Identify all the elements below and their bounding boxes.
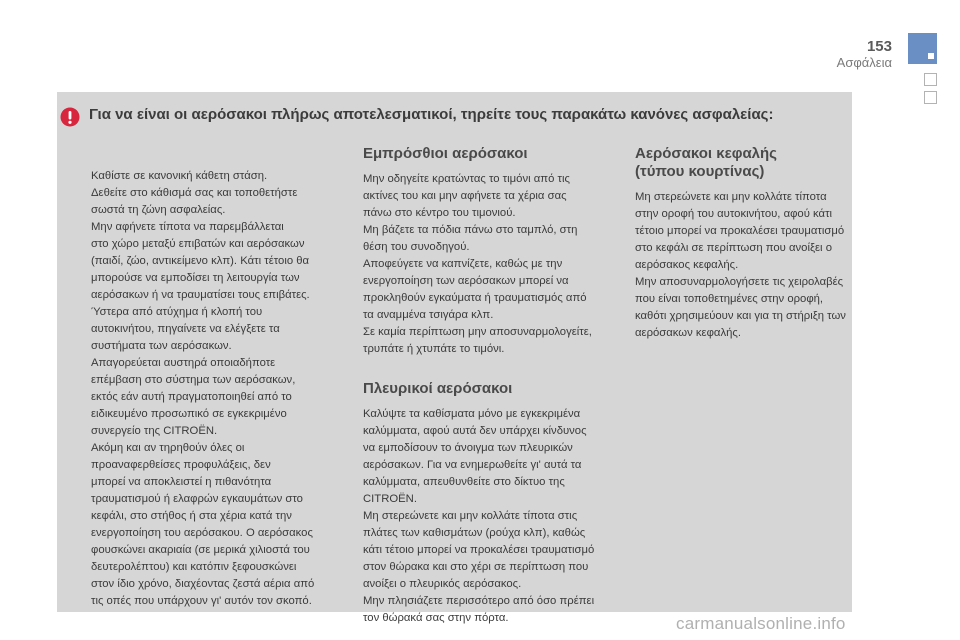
text-line: Μην πλησιάζετε περισσότερο από όσο πρέπει xyxy=(363,595,595,607)
section-tab[interactable] xyxy=(924,91,937,104)
curtain-airbags-text xyxy=(635,189,865,342)
text-line: τραυματισμού ή ελαφρών εγκαυμάτων στο xyxy=(91,493,303,505)
text-line: αερόσακων ή να τραυματίσει τους επιβάτες. xyxy=(91,289,310,301)
text-line: προκληθούν εγκαύματα ή τραυματισμός από xyxy=(363,292,587,304)
side-airbags-text xyxy=(363,406,623,627)
text-line: Μη στερεώνετε και μην κολλάτε τίποτα xyxy=(635,191,827,203)
text-line: ειδικευμένο προσωπικό σε εγκεκριμένο xyxy=(91,408,287,420)
curtain-airbags-column xyxy=(635,145,865,342)
text-line: καλύμματα, απευθυνθείτε στο δίκτυο της xyxy=(363,476,565,488)
warning-icon xyxy=(60,107,80,127)
text-line: Μην αποσυναρμολογήσετε τις χειρολαβές xyxy=(635,276,844,288)
text-line: σωστά τη ζώνη ασφαλείας. xyxy=(91,204,226,216)
text-line: καλύμματα, αφού αυτά δεν υπάρχει κίνδυνος xyxy=(363,425,587,437)
text-line: Σε καμία περίπτωση μην αποσυναρμολογείτε, xyxy=(363,326,592,338)
tab-marker-icon xyxy=(928,53,934,59)
text-line: πάνω στο κέντρο του τιμονιού. xyxy=(363,207,516,219)
text-line: Μην αφήνετε τίποτα να παρεμβάλλεται xyxy=(91,221,284,233)
side-airbags-heading: Πλευρικοί αερόσακοι xyxy=(363,380,513,397)
text-line: (παιδί, ζώο, αντικείμενο κλπ). Κάτι τέτοιο θα xyxy=(91,255,310,267)
text-line: Μην οδηγείτε κρατώντας το τιμόνι από τις xyxy=(363,173,570,185)
text-line: τρυπάτε ή χτυπάτε το τιμόνι. xyxy=(363,343,505,355)
text-line: προαναφερθείσες προφυλάξεις, δεν xyxy=(91,459,271,471)
text-line: που είναι τοποθετημένες στην οροφή, xyxy=(635,293,824,305)
text-line: ακτίνες του και μην αφήνετε τα χέρια σας xyxy=(363,190,567,202)
text-line: καθότι χρησιμεύουν και για τη στήριξη των xyxy=(635,310,846,322)
text-line: στο κεφάλι σε περίπτωση που ανοίξει ο xyxy=(635,242,832,254)
text-line: ανοίξει ο πλευρικός αερόσακος. xyxy=(363,578,522,590)
section-name: Ασφάλεια xyxy=(836,55,892,70)
text-line: τις οπές που υπάρχουν γι' αυτόν τον σκοπό. xyxy=(91,595,312,607)
text-line: επέμβαση στο σύστημα των αερόσακων, xyxy=(91,374,296,386)
text-line: τέτοιο μπορεί να προκαλέσει τραυματισμό xyxy=(635,225,845,237)
text-line: Ύστερα από ατύχημα ή κλοπή του xyxy=(91,306,263,318)
text-line: Δεθείτε στο κάθισμά σας και τοποθετήστε xyxy=(91,187,298,199)
general-rules-column xyxy=(91,168,353,610)
text-line: τον θώρακά σας στην πόρτα. xyxy=(363,612,509,624)
text-line: τα αναμμένα τσιγάρα κλπ. xyxy=(363,309,494,321)
text-line: φουσκώνει ακαριαία (σε μερικά χιλιοστά του xyxy=(91,544,310,556)
text-line: στο χώρο μεταξύ επιβατών και αερόσακων xyxy=(91,238,305,250)
text-line: κεφάλι, στο στήθος ή στα χέρια κατά την xyxy=(91,510,292,522)
text-line: στον θώρακα και στο χέρι σε περίπτωση που xyxy=(363,561,589,573)
front-airbags-text xyxy=(363,171,623,358)
text-line: ενεργοποίηση των αερόσακων μπορεί να xyxy=(363,275,569,287)
text-line: Μη στερεώνετε και μην κολλάτε τίποτα στις xyxy=(363,510,578,522)
section-tab-active[interactable] xyxy=(908,33,937,64)
text-line: εκτός εάν αυτή πραγματοποιηθεί από το xyxy=(91,391,292,403)
text-line: αυτοκινήτου, πηγαίνετε να ελέγξετε τα xyxy=(91,323,280,335)
text-line: ενεργοποίηση του αερόσακου. Ο αερόσακος xyxy=(91,527,313,539)
text-line: Αποφεύγετε να καπνίζετε, καθώς με την xyxy=(363,258,563,270)
text-line: δευτερολέπτου) και κατόπιν ξεφουσκώνει xyxy=(91,561,297,573)
text-line: αερόσακων κεφαλής. xyxy=(635,327,741,339)
section-tab[interactable] xyxy=(924,73,937,86)
front-airbags-heading: Εμπρόσθιοι αερόσακοι xyxy=(363,145,528,162)
banner-title: Για να είναι οι αερόσακοι πλήρως αποτελεσματικοί, τηρείτε τους παρακάτω κανόνες ασφαλείας: xyxy=(89,106,774,123)
text-line: Καθίστε σε κανονική κάθετη στάση. xyxy=(91,170,268,182)
text-line: μπορούσε να εμποδίσει τη λειτουργία των xyxy=(91,272,300,284)
text-line: αερόσακος κεφαλής. xyxy=(635,259,739,271)
text-line: Ακόμη και αν τηρηθούν όλες οι xyxy=(91,442,245,454)
text-line: αερόσακων. Για να ενημερωθείτε γι' αυτά τα xyxy=(363,459,582,471)
text-line: Απαγορεύεται αυστηρά οποιαδήποτε xyxy=(91,357,276,369)
curtain-heading-line: (τύπου κουρτίνας) xyxy=(635,163,765,180)
text-line: κάτι τέτοιο μπορεί να προκαλέσει τραυματισμό xyxy=(363,544,595,556)
text-line: μπορεί να αποκλειστεί η πιθανότητα xyxy=(91,476,272,488)
text-line: Καλύψτε τα καθίσματα μόνο με εγκεκριμένα xyxy=(363,408,581,420)
text-line: συνεργείο της CITROËN. xyxy=(91,425,218,437)
airbag-column xyxy=(363,145,623,627)
text-line: πλάτες των καθισμάτων (ρούχα κλπ), καθώς xyxy=(363,527,586,539)
page-number: 153 xyxy=(866,38,892,55)
text-line: στην οροφή του αυτοκινήτου, αφού κάτι xyxy=(635,208,833,220)
text-line: συστήματα των αερόσακων. xyxy=(91,340,232,352)
curtain-airbags-heading xyxy=(635,145,865,181)
watermark: carmanualsonline.info xyxy=(676,614,846,633)
text-line: στον ίδιο χρόνο, διαχέοντας ζεστά αέρια από xyxy=(91,578,315,590)
text-line: θέση του συνοδηγού. xyxy=(363,241,470,253)
text-line: CITROËN. xyxy=(363,493,417,505)
text-line: Μη βάζετε τα πόδια πάνω στο ταμπλό, στη xyxy=(363,224,578,236)
text-line: να εμποδίσουν το άνοιγμα των πλευρικών xyxy=(363,442,573,454)
curtain-heading-line: Αερόσακοι κεφαλής xyxy=(635,145,777,162)
